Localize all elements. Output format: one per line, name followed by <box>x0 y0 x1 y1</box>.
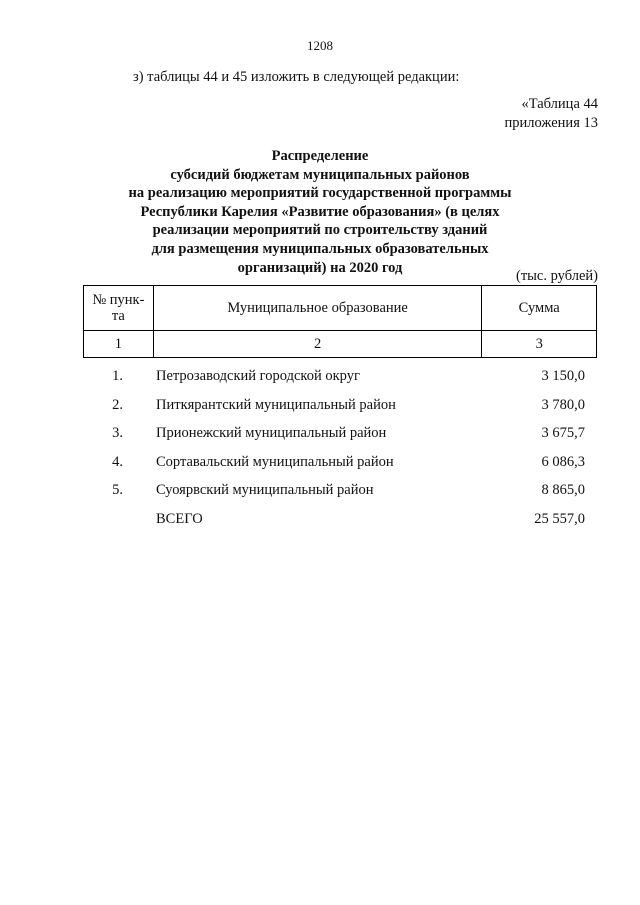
column-number: 2 <box>153 331 482 358</box>
title-line: субсидий бюджетам муниципальных районов <box>170 166 470 183</box>
column-number-row <box>84 331 597 358</box>
table-reference-line: «Таблица 44 <box>521 96 598 112</box>
total-label: ВСЕГО <box>156 510 203 527</box>
row-number: 2. <box>112 396 123 413</box>
title-line: Распределение <box>271 148 369 164</box>
intro-text: з) таблицы 44 и 45 изложить в следующей редакции: <box>133 69 460 85</box>
table-row <box>83 454 597 483</box>
row-number: 4. <box>112 453 123 470</box>
row-sum: 6 086,3 <box>541 453 585 470</box>
row-sum: 3 150,0 <box>541 368 585 384</box>
title-line: на реализацию мероприятий государственной программы <box>128 185 512 202</box>
row-municipality: Питкярантский муниципальный район <box>156 396 396 413</box>
row-municipality: Суоярвский муниципальный район <box>156 482 374 498</box>
table-row <box>83 397 597 426</box>
table-reference-line: приложения 13 <box>504 115 598 131</box>
document-title <box>0 147 640 277</box>
table-row <box>83 368 597 397</box>
row-sum: 8 865,0 <box>541 482 585 498</box>
row-number: 5. <box>112 482 123 498</box>
title-line: Республики Карелия «Развитие образования» (в целях <box>140 203 500 220</box>
header-number-line: № пунк- <box>92 292 145 308</box>
table-header <box>83 285 597 358</box>
table-row <box>83 482 597 511</box>
total-row <box>83 511 597 540</box>
title-line: реализации мероприятий по строительству зданий <box>152 222 488 239</box>
header-row <box>84 286 597 331</box>
header-municipality: Муниципальное образование <box>153 286 482 331</box>
title-line: для размещения муниципальных образовательных <box>151 240 489 257</box>
total-sum: 25 557,0 <box>534 510 585 527</box>
units-label: (тыс. рублей) <box>516 268 598 284</box>
header-number <box>84 286 154 331</box>
header-sum: Сумма <box>482 286 597 331</box>
row-sum: 3 780,0 <box>541 396 585 413</box>
header-number-line: та <box>111 308 125 324</box>
column-number: 3 <box>482 331 597 358</box>
row-number: 1. <box>112 368 123 384</box>
row-municipality: Петрозаводский городской округ <box>156 368 360 384</box>
table-row <box>83 425 597 454</box>
row-municipality: Сортавальский муниципальный район <box>156 453 394 470</box>
row-number: 3. <box>112 425 123 441</box>
column-number: 1 <box>84 331 154 358</box>
table-reference <box>505 95 598 133</box>
table-body <box>83 368 597 539</box>
row-municipality: Прионежский муниципальный район <box>156 425 387 441</box>
page-number: 1208 <box>307 38 333 53</box>
title-line: организаций) на 2020 год <box>237 259 403 276</box>
row-sum: 3 675,7 <box>541 425 585 441</box>
